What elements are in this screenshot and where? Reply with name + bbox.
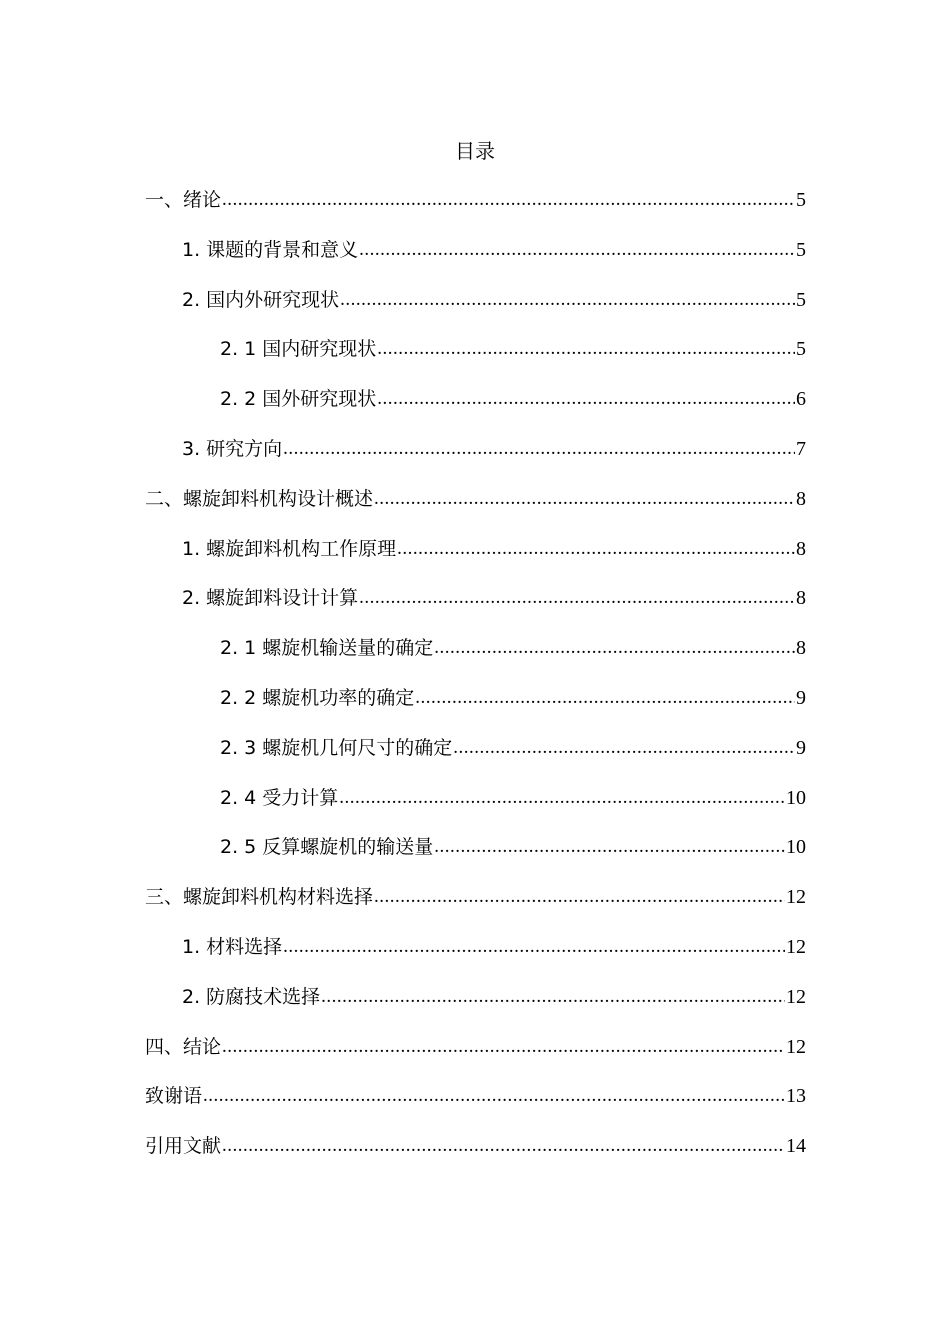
toc-dot-leader <box>321 981 785 1013</box>
toc-entry[interactable] <box>182 931 806 963</box>
toc-entry-label: 1. 课题的背景和意义 <box>182 239 359 261</box>
toc-entry[interactable] <box>145 1031 806 1063</box>
toc-entry[interactable] <box>220 682 806 714</box>
toc-entry[interactable] <box>145 1080 806 1112</box>
toc-entry[interactable] <box>220 383 806 415</box>
toc-entry[interactable] <box>182 533 806 565</box>
toc-dot-leader <box>377 383 795 415</box>
toc-dot-leader <box>222 184 795 216</box>
toc-dot-leader <box>377 333 795 365</box>
toc-entry[interactable] <box>145 483 806 515</box>
toc-entry-page-number: 5 <box>796 239 806 261</box>
toc-dot-leader <box>359 234 795 266</box>
toc-entry-label: 2. 5 反算螺旋机的输送量 <box>220 836 434 858</box>
toc-entry-label: 2. 1 螺旋机输送量的确定 <box>220 637 434 659</box>
toc-entry-label: 2. 1 国内研究现状 <box>220 338 377 360</box>
toc-dot-leader <box>339 782 785 814</box>
toc-entry-label: 引用文献 <box>145 1135 222 1157</box>
toc-entry-page-number: 8 <box>796 488 806 510</box>
toc-entry-page-number: 13 <box>786 1085 806 1107</box>
toc-entry-page-number: 12 <box>786 936 806 958</box>
toc-entry[interactable] <box>220 632 806 664</box>
toc-entry-page-number: 9 <box>796 737 806 759</box>
toc-entry-page-number: 12 <box>786 886 806 908</box>
toc-entry-label: 2. 4 受力计算 <box>220 787 339 809</box>
toc-entry-label: 四、结论 <box>145 1036 222 1058</box>
toc-entry-label: 2. 2 国外研究现状 <box>220 388 377 410</box>
toc-dot-leader <box>434 632 795 664</box>
toc-entry-page-number: 7 <box>796 438 806 460</box>
toc-entry-page-number: 10 <box>786 787 806 809</box>
toc-dot-leader <box>359 582 795 614</box>
toc-entry-label: 一、绪论 <box>145 189 222 211</box>
toc-dot-leader <box>415 682 795 714</box>
toc-dot-leader <box>434 831 785 863</box>
toc-entry-page-number: 8 <box>796 637 806 659</box>
toc-entry[interactable] <box>145 881 806 913</box>
toc-entry-label: 1. 螺旋卸料机构工作原理 <box>182 538 397 560</box>
toc-entry[interactable] <box>220 831 806 863</box>
toc-entry-page-number: 14 <box>786 1135 806 1157</box>
toc-entry-label: 2. 国内外研究现状 <box>182 289 340 311</box>
toc-entry-page-number: 5 <box>796 189 806 211</box>
toc-entry-page-number: 10 <box>786 836 806 858</box>
toc-dot-leader <box>203 1080 785 1112</box>
toc-entry[interactable] <box>220 333 806 365</box>
toc-entry[interactable] <box>220 782 806 814</box>
toc-entry-page-number: 5 <box>796 289 806 311</box>
toc-entry-label: 三、螺旋卸料机构材料选择 <box>145 886 374 908</box>
toc-entry-label: 1. 材料选择 <box>182 936 283 958</box>
toc-entry-page-number: 9 <box>796 687 806 709</box>
toc-entry-label: 2. 螺旋卸料设计计算 <box>182 587 359 609</box>
toc-entry-label: 致谢语 <box>145 1085 203 1107</box>
toc-dot-leader <box>374 881 785 913</box>
toc-entry[interactable] <box>182 284 806 316</box>
toc-dot-leader <box>283 433 795 465</box>
toc-entry[interactable] <box>182 234 806 266</box>
toc-entry-page-number: 8 <box>796 538 806 560</box>
toc-entry-page-number: 12 <box>786 986 806 1008</box>
toc-entry-page-number: 6 <box>796 388 806 410</box>
toc-entry-page-number: 12 <box>786 1036 806 1058</box>
toc-entry-page-number: 8 <box>796 587 806 609</box>
toc-entry[interactable] <box>145 1130 806 1162</box>
toc-dot-leader <box>222 1130 785 1162</box>
toc-dot-leader <box>374 483 795 515</box>
toc-entry[interactable] <box>182 582 806 614</box>
toc-dot-leader <box>397 533 795 565</box>
toc-entry-label: 2. 防腐技术选择 <box>182 986 321 1008</box>
toc-dot-leader <box>222 1031 785 1063</box>
toc-entry[interactable] <box>182 433 806 465</box>
toc-entry-label: 2. 2 螺旋机功率的确定 <box>220 687 415 709</box>
toc-entry-label: 2. 3 螺旋机几何尺寸的确定 <box>220 737 453 759</box>
toc-entry-label: 二、螺旋卸料机构设计概述 <box>145 488 374 510</box>
toc-entry[interactable] <box>145 184 806 216</box>
toc-dot-leader <box>283 931 785 963</box>
toc-entry-page-number: 5 <box>796 338 806 360</box>
toc-title: 目录 <box>455 139 495 163</box>
toc-entry-label: 3. 研究方向 <box>182 438 283 460</box>
toc-entry[interactable] <box>182 981 806 1013</box>
toc-entry[interactable] <box>220 732 806 764</box>
toc-dot-leader <box>340 284 795 316</box>
toc-dot-leader <box>453 732 795 764</box>
